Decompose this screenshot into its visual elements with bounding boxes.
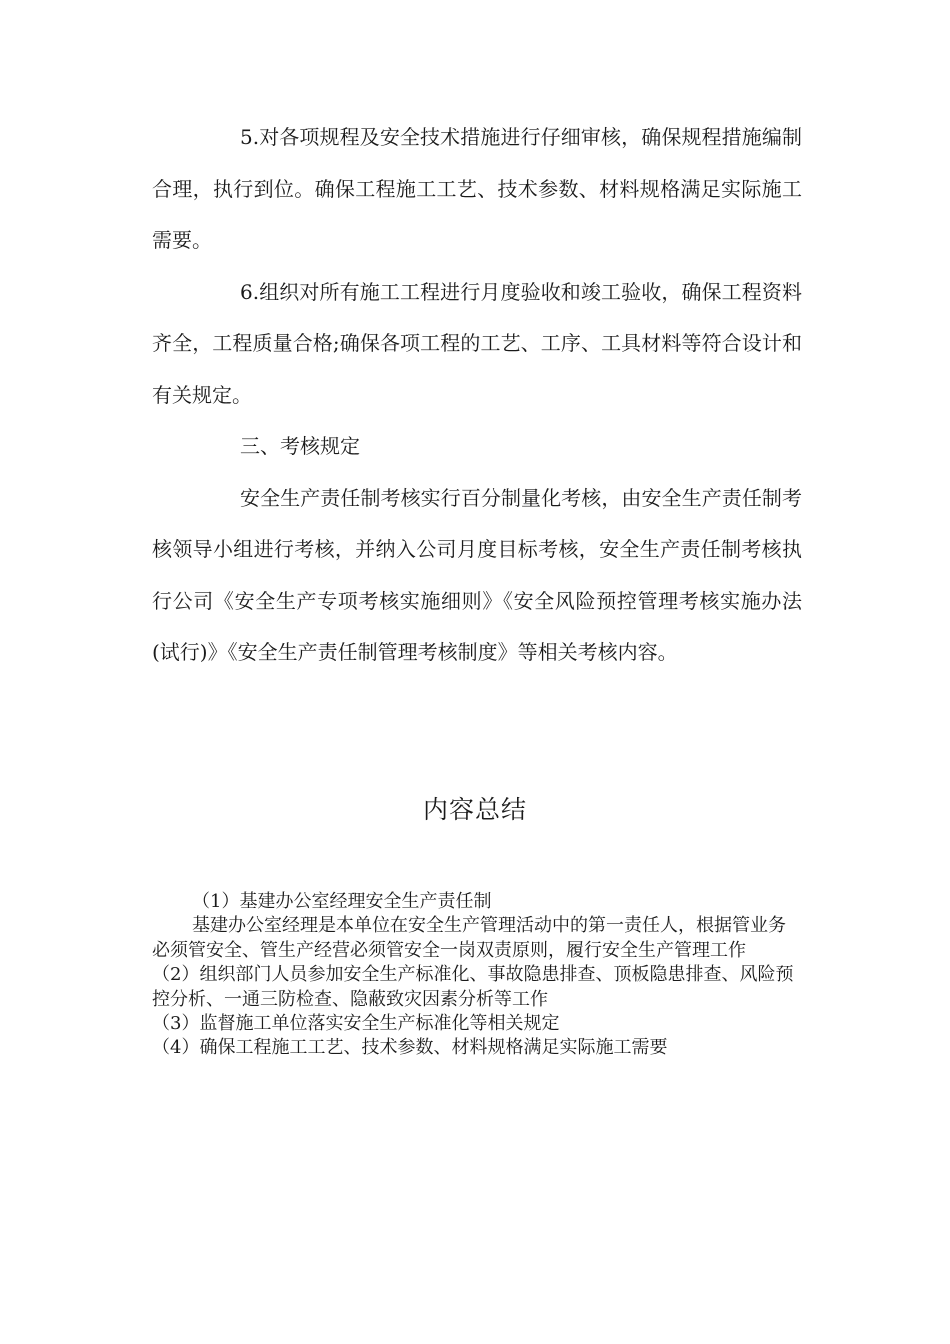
summary-item-2: （2）组织部门人员参加安全生产标准化、事故隐患排查、顶板隐患排查、风险预控分析、一通三防检查、隐蔽致灾因素分析等工作 bbox=[152, 964, 794, 1010]
section-heading-assessment: 三、考核规定 bbox=[240, 434, 360, 458]
summary-item-1: （1）基建办公室经理安全生产责任制 bbox=[192, 891, 492, 912]
paragraph-item-5: 5.对各项规程及安全技术措施进行仔细审核，确保规程措施编制合理，执行到位。确保工程施工工艺、技术参数、材料规格满足实际施工需要。 bbox=[152, 125, 802, 252]
summary-title: 内容总结 bbox=[422, 795, 527, 824]
document-body bbox=[152, 112, 802, 679]
summary-item-3: （3）监督施工单位落实安全生产标准化等相关规定 bbox=[152, 1013, 560, 1035]
paragraph-assessment: 安全生产责任制考核实行百分制量化考核，由安全生产责任制考核领导小组进行考核，并纳入公司月度目标考核，安全生产责任制考核执行公司《安全生产专项考核实施细则》《安全风险预控管理考核实施办法(试行)》《安全生产责任制管理考核制度》等相关考核内容。 bbox=[152, 485, 802, 664]
summary-item-4: （4）确保工程施工工艺、技术参数、材料规格满足实际施工需要 bbox=[152, 1037, 668, 1059]
paragraph-item-6: 6.组织对所有施工工程进行月度验收和竣工验收，确保工程资料齐全，工程质量合格;确保各项工程的工艺、工序、工具材料等符合设计和有关规定。 bbox=[152, 279, 802, 407]
summary-section bbox=[152, 890, 800, 1061]
summary-item-1-body: 基建办公室经理是本单位在安全生产管理活动中的第一责任人，根据管业务必须管安全、管生产经营必须管安全一岗双责原则，履行安全生产管理工作 bbox=[152, 915, 786, 961]
